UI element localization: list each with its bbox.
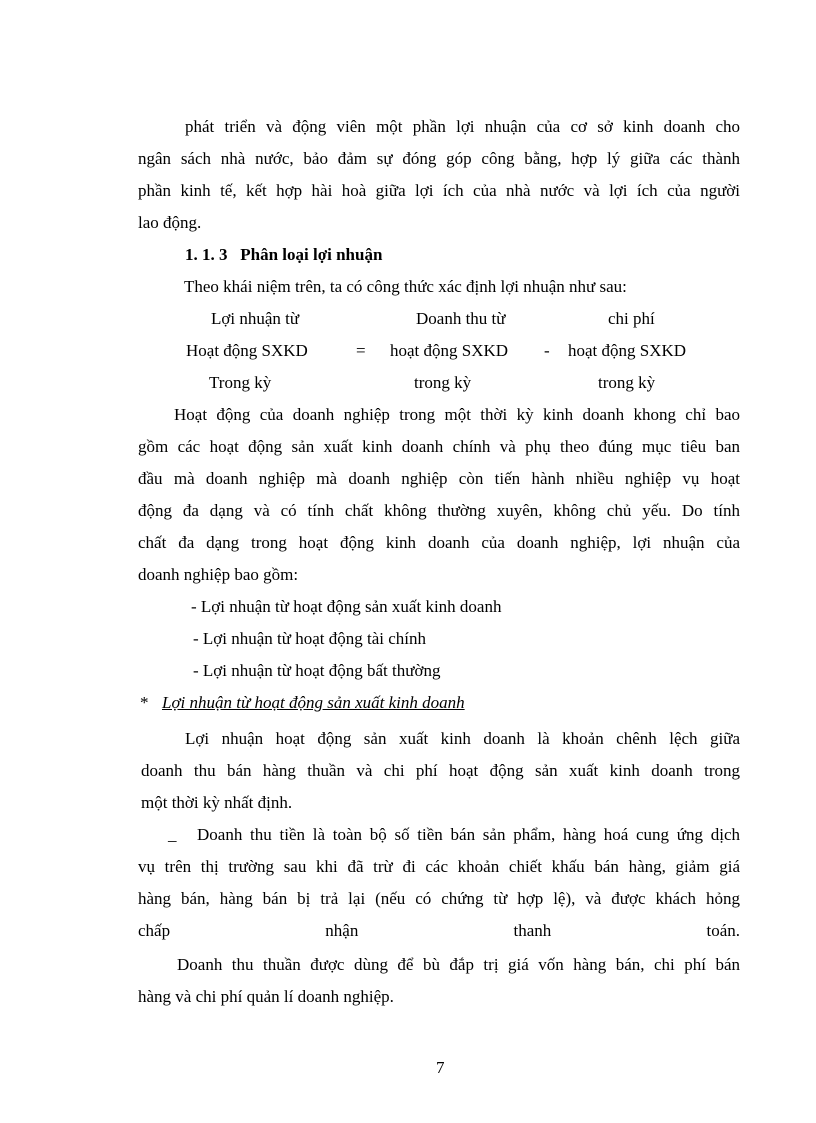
paragraph-2-line-1: Hoạt động của doanh nghiệp trong một thời kỳ kinh doanh khong chỉ bao (174, 405, 740, 424)
formula-row-3 (0, 372, 816, 394)
page-number: 7 (436, 1058, 445, 1077)
paragraph-3-line-1: Lợi nhuận hoạt động sản xuất kinh doanh là khoản chênh lệch giữa (185, 729, 740, 748)
paragraph-2-line-3: đầu mà doanh nghiệp mà doanh nghiệp còn tiến hành nhiều nghiệp vụ hoạt (138, 469, 740, 488)
paragraph-2-line-5: chất đa dạng trong hoạt động kinh doanh của doanh nghiệp, lợi nhuận của (138, 533, 740, 552)
paragraph-1-line-3: phần kinh tế, kết hợp hài hoà giữa lợi ích của nhà nước và lợi ích của người (138, 181, 740, 200)
formula-middle-2: hoạt động SXKD (390, 341, 509, 360)
formula-equals: = (356, 341, 366, 360)
formula-middle-3: trong kỳ (414, 373, 472, 392)
list-item: - Lợi nhuận từ hoạt động bất thường (193, 661, 441, 680)
subheading-bullet: * (140, 693, 149, 712)
paragraph-1-line-1: phát triển và động viên một phần lợi nhuận của cơ sở kinh doanh cho (185, 117, 740, 136)
paragraph-4-line-2: vụ trên thị trường sau khi đã trừ đi các khoản chiết khấu bán hàng, giảm giá (138, 857, 740, 876)
paragraph-3-line-2: doanh thu bán hàng thuần và chi phí hoạt động sản xuất kinh doanh trong (141, 761, 740, 780)
formula-minus: - (544, 341, 550, 360)
formula-right-1: chi phí (608, 309, 655, 328)
formula-right-3: trong kỳ (598, 373, 656, 392)
paragraph-2-line-2: gồm các hoạt động sản xuất kinh doanh chính và phụ theo đúng mục tiêu ban (138, 437, 740, 456)
paragraph-4-line-3: hàng bán, hàng bán bị trả lại (nếu có chứng từ hợp lệ), và được khách hỏng (138, 889, 740, 908)
subheading: Lợi nhuận từ hoạt động sản xuất kinh doanh (162, 693, 465, 712)
list-item: - Lợi nhuận từ hoạt động sản xuất kinh doanh (191, 597, 502, 616)
paragraph-5-line-2: hàng và chi phí quản lí doanh nghiệp. (138, 987, 394, 1006)
formula-left-1: Lợi nhuận từ (211, 309, 300, 328)
section-heading: 1. 1. 3 Phân loại lợi nhuận (185, 245, 383, 264)
formula-right-2: hoạt động SXKD (568, 341, 687, 360)
formula-left-2: Hoạt động SXKD (186, 341, 308, 360)
paragraph-2-line-6: doanh nghiệp bao gồm: (138, 565, 299, 584)
formula-middle-1: Doanh thu từ (416, 309, 506, 328)
formula-row-2 (0, 340, 816, 362)
paragraph-4-line-1: Doanh thu tiền là toàn bộ số tiền bán sản phẩm, hàng hoá cung ứng dịch (197, 825, 740, 844)
intro-sentence: Theo khái niệm trên, ta có công thức xác định lợi nhuận như sau: (184, 277, 627, 296)
paragraph-3-line-3: một thời kỳ nhất định. (141, 793, 293, 812)
paragraph-1-line-4: lao động. (138, 213, 202, 232)
list-item: - Lợi nhuận từ hoạt động tài chính (193, 629, 427, 648)
paragraph-2-line-4: động đa dạng và có tính chất không thường xuyên, không chủ yếu. Do tính (138, 501, 740, 520)
formula-row-1 (0, 308, 816, 330)
formula-left-3: Trong kỳ (209, 373, 272, 392)
paragraph-4-line-4: chấp nhận thanh toán. (138, 921, 740, 940)
paragraph-1-line-2: ngân sách nhà nước, bảo đảm sự đóng góp công bằng, hợp lý giữa các thành (138, 149, 740, 168)
paragraph-5-line-1: Doanh thu thuần được dùng để bù đắp trị giá vốn hàng bán, chi phí bán (177, 955, 740, 974)
paragraph-4-marker: _ (168, 825, 177, 844)
